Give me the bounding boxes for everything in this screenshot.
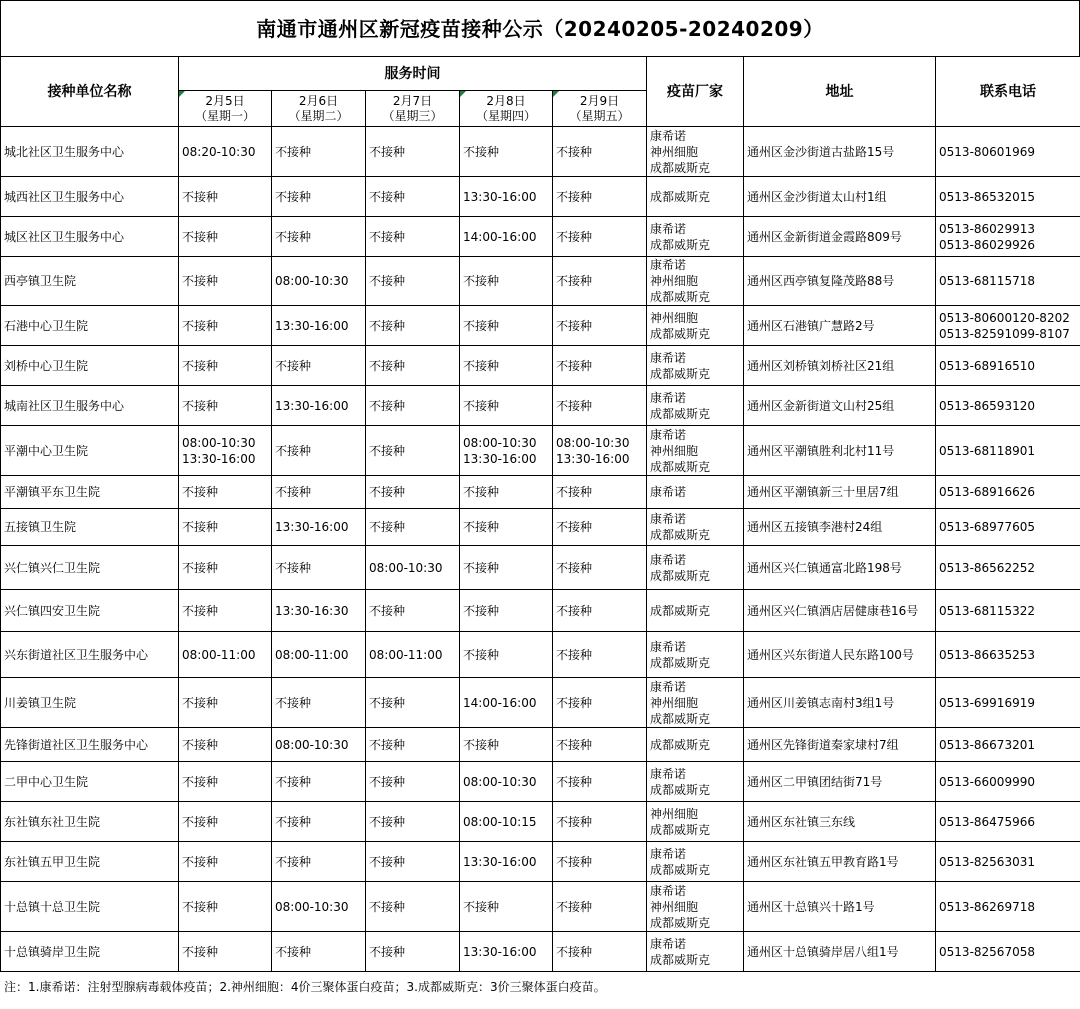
manufacturer-cell: 康希诺 神州细胞 成都威斯克 [647,678,744,728]
header-day-5 [553,91,647,127]
address-cell: 通州区金沙街道古盐路15号 [744,127,936,177]
day3-cell: 不接种 [366,590,460,632]
manufacturer-cell: 康希诺 成都威斯克 [647,632,744,678]
header-day-2 [272,91,366,127]
day3-cell: 不接种 [366,426,460,476]
address-cell: 通州区平潮镇胜利北村11号 [744,426,936,476]
day2-cell: 08:00-10:30 [272,728,366,762]
day5-cell: 不接种 [553,590,647,632]
unit-name-cell: 二甲中心卫生院 [1,762,179,802]
manufacturer-cell: 康希诺 成都威斯克 [647,546,744,590]
phone-cell: 0513-68115322 [936,590,1080,632]
table-row [1,177,1080,217]
manufacturer-cell: 康希诺 神州细胞 成都威斯克 [647,882,744,932]
header-address: 地址 [744,57,936,127]
address-cell: 通州区金沙街道太山村1组 [744,177,936,217]
unit-name-cell: 兴仁镇兴仁卫生院 [1,546,179,590]
day1-cell: 不接种 [179,386,272,426]
day1-cell: 不接种 [179,346,272,386]
manufacturer-cell: 成都威斯克 [647,177,744,217]
day2-cell: 不接种 [272,476,366,509]
unit-name-cell: 十总镇十总卫生院 [1,882,179,932]
day3-cell: 不接种 [366,762,460,802]
address-cell: 通州区西亭镇复隆茂路88号 [744,257,936,306]
day4-cell: 08:00-10:30 13:30-16:00 [460,426,553,476]
phone-cell: 0513-86593120 [936,386,1080,426]
day2-cell: 不接种 [272,762,366,802]
day3-cell: 不接种 [366,509,460,546]
day5-cell: 08:00-10:30 13:30-16:00 [553,426,647,476]
phone-cell: 0513-80600120-8202 0513-82591099-8107 [936,306,1080,346]
header-day-4 [460,91,553,127]
manufacturer-cell: 康希诺 成都威斯克 [647,932,744,972]
unit-name-cell: 五接镇卫生院 [1,509,179,546]
phone-cell: 0513-86562252 [936,546,1080,590]
day5-cell: 不接种 [553,177,647,217]
day5-cell: 不接种 [553,306,647,346]
unit-name-cell: 兴仁镇四安卫生院 [1,590,179,632]
phone-cell: 0513-82563031 [936,842,1080,882]
table-row [1,127,1080,177]
day4-cell: 13:30-16:00 [460,177,553,217]
manufacturer-cell: 康希诺 成都威斯克 [647,386,744,426]
header-unit: 接种单位名称 [1,57,179,127]
phone-cell: 0513-68118901 [936,426,1080,476]
table-row [1,257,1080,306]
address-cell: 通州区先锋街道秦家埭村7组 [744,728,936,762]
unit-name-cell: 先锋街道社区卫生服务中心 [1,728,179,762]
day4-cell: 不接种 [460,346,553,386]
day-date: 2月6日 [298,93,339,108]
day4-cell: 不接种 [460,476,553,509]
day1-cell: 不接种 [179,590,272,632]
unit-name-cell: 石港中心卫生院 [1,306,179,346]
day5-cell: 不接种 [553,632,647,678]
manufacturer-cell: 康希诺 成都威斯克 [647,509,744,546]
table-row [1,426,1080,476]
day-weekday: （星期二） [288,108,349,123]
day3-cell: 不接种 [366,678,460,728]
day2-cell: 13:30-16:00 [272,386,366,426]
table-row [1,932,1080,972]
address-cell: 通州区十总镇兴十路1号 [744,882,936,932]
table-row [1,632,1080,678]
phone-cell: 0513-69916919 [936,678,1080,728]
table-row [1,882,1080,932]
day5-cell: 不接种 [553,509,647,546]
phone-cell: 0513-82567058 [936,932,1080,972]
phone-cell: 0513-86635253 [936,632,1080,678]
day5-cell: 不接种 [553,127,647,177]
day-weekday: （星期五） [569,108,630,123]
day3-cell: 不接种 [366,802,460,842]
day3-cell: 08:00-11:00 [366,632,460,678]
day2-cell: 不接种 [272,546,366,590]
page-title: 南通市通州区新冠疫苗接种公示（20240205-20240209） [0,0,1080,56]
address-cell: 通州区东社镇五甲教育路1号 [744,842,936,882]
day4-cell: 08:00-10:30 [460,762,553,802]
phone-cell: 0513-66009990 [936,762,1080,802]
day1-cell: 不接种 [179,842,272,882]
manufacturer-cell: 康希诺 神州细胞 成都威斯克 [647,127,744,177]
day1-cell: 不接种 [179,762,272,802]
day2-cell: 不接种 [272,177,366,217]
day-weekday: （星期四） [475,108,536,123]
address-cell: 通州区十总镇骑岸居八组1号 [744,932,936,972]
day4-cell: 14:00-16:00 [460,217,553,257]
address-cell: 通州区金新街道文山村25组 [744,386,936,426]
table-row [1,509,1080,546]
phone-cell: 0513-86532015 [936,177,1080,217]
day2-cell: 不接种 [272,932,366,972]
table-row [1,842,1080,882]
day5-cell: 不接种 [553,476,647,509]
address-cell: 通州区五接镇李港村24组 [744,509,936,546]
phone-cell: 0513-86673201 [936,728,1080,762]
day5-cell: 不接种 [553,882,647,932]
day4-cell: 13:30-16:00 [460,932,553,972]
day4-cell: 不接种 [460,386,553,426]
table-row [1,546,1080,590]
day3-cell: 08:00-10:30 [366,546,460,590]
header-day-3 [366,91,460,127]
day4-cell: 不接种 [460,257,553,306]
day5-cell: 不接种 [553,217,647,257]
table-row [1,386,1080,426]
address-cell: 通州区刘桥镇刘桥社区21组 [744,346,936,386]
day2-cell: 不接种 [272,426,366,476]
day5-cell: 不接种 [553,728,647,762]
day3-cell: 不接种 [366,932,460,972]
day4-cell: 不接种 [460,632,553,678]
unit-name-cell: 刘桥中心卫生院 [1,346,179,386]
day3-cell: 不接种 [366,177,460,217]
header-phone: 联系电话 [936,57,1080,127]
day4-cell: 14:00-16:00 [460,678,553,728]
manufacturer-cell: 康希诺 成都威斯克 [647,217,744,257]
unit-name-cell: 平潮镇平东卫生院 [1,476,179,509]
day1-cell: 不接种 [179,802,272,842]
header-service-time: 服务时间 [179,57,647,91]
day1-cell: 不接种 [179,476,272,509]
day5-cell: 不接种 [553,932,647,972]
vaccination-table [0,56,1080,972]
day5-cell: 不接种 [553,386,647,426]
table-body [1,127,1080,972]
manufacturer-cell: 康希诺 神州细胞 成都威斯克 [647,257,744,306]
day4-cell: 不接种 [460,306,553,346]
table-row [1,217,1080,257]
day3-cell: 不接种 [366,346,460,386]
day3-cell: 不接种 [366,882,460,932]
phone-cell: 0513-68977605 [936,509,1080,546]
day4-cell: 不接种 [460,728,553,762]
day4-cell: 不接种 [460,509,553,546]
day1-cell: 不接种 [179,932,272,972]
manufacturer-cell: 康希诺 [647,476,744,509]
day3-cell: 不接种 [366,257,460,306]
phone-cell: 0513-68115718 [936,257,1080,306]
table-row [1,762,1080,802]
day1-cell: 不接种 [179,509,272,546]
day5-cell: 不接种 [553,802,647,842]
day1-cell: 不接种 [179,546,272,590]
day4-cell: 08:00-10:15 [460,802,553,842]
table-row [1,728,1080,762]
day1-cell: 08:00-11:00 [179,632,272,678]
manufacturer-cell: 成都威斯克 [647,728,744,762]
address-cell: 通州区东社镇三东线 [744,802,936,842]
day2-cell: 不接种 [272,127,366,177]
manufacturer-cell: 康希诺 成都威斯克 [647,762,744,802]
day1-cell: 不接种 [179,728,272,762]
phone-cell: 0513-68916626 [936,476,1080,509]
day2-cell: 不接种 [272,346,366,386]
day-date: 2月9日 [579,93,620,108]
day4-cell: 13:30-16:00 [460,842,553,882]
table-row [1,678,1080,728]
day4-cell: 不接种 [460,590,553,632]
table-row [1,802,1080,842]
unit-name-cell: 东社镇五甲卫生院 [1,842,179,882]
day2-cell: 不接种 [272,678,366,728]
day5-cell: 不接种 [553,346,647,386]
address-cell: 通州区平潮镇新三十里居7组 [744,476,936,509]
day3-cell: 不接种 [366,127,460,177]
day2-cell: 08:00-11:00 [272,632,366,678]
day3-cell: 不接种 [366,386,460,426]
day3-cell: 不接种 [366,306,460,346]
unit-name-cell: 兴东街道社区卫生服务中心 [1,632,179,678]
day1-cell: 不接种 [179,678,272,728]
day2-cell: 13:30-16:00 [272,509,366,546]
unit-name-cell: 十总镇骑岸卫生院 [1,932,179,972]
day2-cell: 13:30-16:00 [272,306,366,346]
phone-cell: 0513-68916510 [936,346,1080,386]
address-cell: 通州区石港镇广慧路2号 [744,306,936,346]
day4-cell: 不接种 [460,127,553,177]
unit-name-cell: 城北社区卫生服务中心 [1,127,179,177]
day2-cell: 13:30-16:30 [272,590,366,632]
day5-cell: 不接种 [553,762,647,802]
day5-cell: 不接种 [553,842,647,882]
unit-name-cell: 平潮中心卫生院 [1,426,179,476]
day3-cell: 不接种 [366,842,460,882]
day2-cell: 不接种 [272,842,366,882]
day-date: 2月7日 [392,93,433,108]
phone-cell: 0513-80601969 [936,127,1080,177]
unit-name-cell: 东社镇东社卫生院 [1,802,179,842]
manufacturer-cell: 康希诺 神州细胞 成都威斯克 [647,426,744,476]
phone-cell: 0513-86475966 [936,802,1080,842]
day2-cell: 08:00-10:30 [272,882,366,932]
day1-cell: 不接种 [179,306,272,346]
manufacturer-cell: 康希诺 成都威斯克 [647,346,744,386]
day1-cell: 不接种 [179,882,272,932]
manufacturer-cell: 成都威斯克 [647,590,744,632]
day1-cell: 不接种 [179,217,272,257]
table-row [1,306,1080,346]
day-date: 2月8日 [486,93,526,108]
day-weekday: （星期三） [382,108,443,123]
unit-name-cell: 城西社区卫生服务中心 [1,177,179,217]
address-cell: 通州区兴仁镇通富北路198号 [744,546,936,590]
address-cell: 通州区川姜镇志南村3组1号 [744,678,936,728]
day3-cell: 不接种 [366,476,460,509]
footnote: 注：1.康希诺：注射型腺病毒载体疫苗；2.神州细胞：4价三聚体蛋白疫苗；3.成都威斯克：3价三聚体蛋白疫苗。 [4,980,606,994]
day3-cell: 不接种 [366,217,460,257]
unit-name-cell: 川姜镇卫生院 [1,678,179,728]
day1-cell: 08:20-10:30 [179,127,272,177]
address-cell: 通州区兴东街道人民东路100号 [744,632,936,678]
day1-cell: 不接种 [179,177,272,217]
table-row [1,346,1080,386]
day2-cell: 不接种 [272,217,366,257]
day-weekday: （星期一） [194,108,255,123]
day5-cell: 不接种 [553,546,647,590]
address-cell: 通州区兴仁镇酒店居健康巷16号 [744,590,936,632]
manufacturer-cell: 神州细胞 成都威斯克 [647,802,744,842]
address-cell: 通州区金新街道金霞路809号 [744,217,936,257]
day4-cell: 不接种 [460,882,553,932]
manufacturer-cell: 神州细胞 成都威斯克 [647,306,744,346]
day1-cell: 不接种 [179,257,272,306]
day5-cell: 不接种 [553,257,647,306]
unit-name-cell: 城南社区卫生服务中心 [1,386,179,426]
unit-name-cell: 城区社区卫生服务中心 [1,217,179,257]
day4-cell: 不接种 [460,546,553,590]
day3-cell: 不接种 [366,728,460,762]
manufacturer-cell: 康希诺 成都威斯克 [647,842,744,882]
day2-cell: 不接种 [272,802,366,842]
header-day-1 [179,91,272,127]
phone-cell: 0513-86029913 0513-86029926 [936,217,1080,257]
header-manufacturer: 疫苗厂家 [647,57,744,127]
phone-cell: 0513-86269718 [936,882,1080,932]
day2-cell: 08:00-10:30 [272,257,366,306]
table-row [1,476,1080,509]
address-cell: 通州区二甲镇团结街71号 [744,762,936,802]
unit-name-cell: 西亭镇卫生院 [1,257,179,306]
table-row [1,590,1080,632]
day5-cell: 不接种 [553,678,647,728]
day-date: 2月5日 [205,93,245,108]
day1-cell: 08:00-10:30 13:30-16:00 [179,426,272,476]
